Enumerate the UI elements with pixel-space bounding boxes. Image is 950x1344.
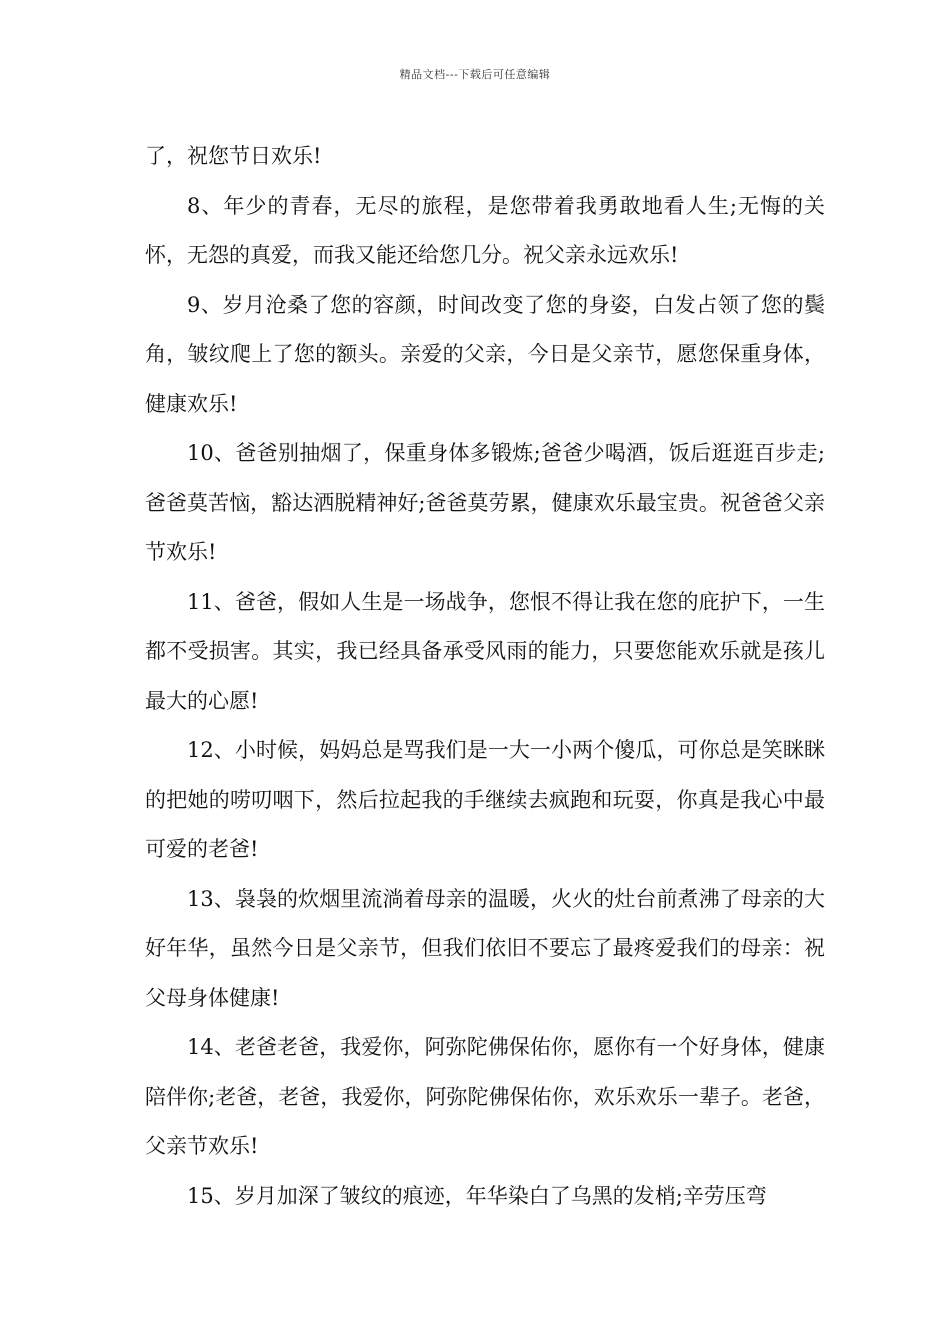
page-header: 精品文档---下载后可任意编辑 [399,68,551,81]
paragraph-continuation: 了，祝您节日欢乐! [145,144,322,168]
paragraph-item-15: 15、岁月加深了皱纹的痕迹，年华染白了乌黑的发梢;辛劳压弯 [187,1183,767,1208]
paragraph-item-11: 11、爸爸，假如人生是一场战争，您恨不得让我在您的庇护下，一生都不受损害。其实，我已经具备承受风雨的能力，只要您能欢乐就是孩儿最大的心愿! [145,589,825,713]
paragraph-item-9: 9、岁月沧桑了您的容颜，时间改变了您的身姿，白发占领了您的鬓角，皱纹爬上了您的额头。亲爱的父亲，今日是父亲节，愿您保重身体，健康欢乐! [145,292,825,416]
paragraph-item-10: 10、爸爸别抽烟了，保重身体多锻炼;爸爸少喝酒，饭后逛逛百步走;爸爸莫苦恼，豁达洒脱精神好;爸爸莫劳累，健康欢乐最宝贵。祝爸爸父亲节欢乐! [145,441,825,564]
paragraph-item-14: 14、老爸老爸，我爱你，阿弥陀佛保佑你，愿你有一个好身体，健康陪伴你;老爸，老爸，我爱你，阿弥陀佛保佑你，欢乐欢乐一辈子。老爸，父亲节欢乐! [145,1035,825,1158]
paragraph-item-13: 13、袅袅的炊烟里流淌着母亲的温暖，火火的灶台前煮沸了母亲的大好年华，虽然今日是父亲节，但我们依旧不要忘了最疼爱我们的母亲：祝父母身体健康! [145,886,825,1010]
paragraph-item-12: 12、小时候，妈妈总是骂我们是一大一小两个傻瓜，可你总是笑眯眯的把她的唠叨咽下，然后拉起我的手继续去疯跑和玩耍，你真是我心中最可爱的老爸! [145,738,825,861]
paragraph-item-8: 8、年少的青春，无尽的旅程，是您带着我勇敢地看人生;无悔的关怀，无怨的真爱，而我又能还给您几分。祝父亲永远欢乐! [145,193,825,267]
document-body [145,132,825,1221]
